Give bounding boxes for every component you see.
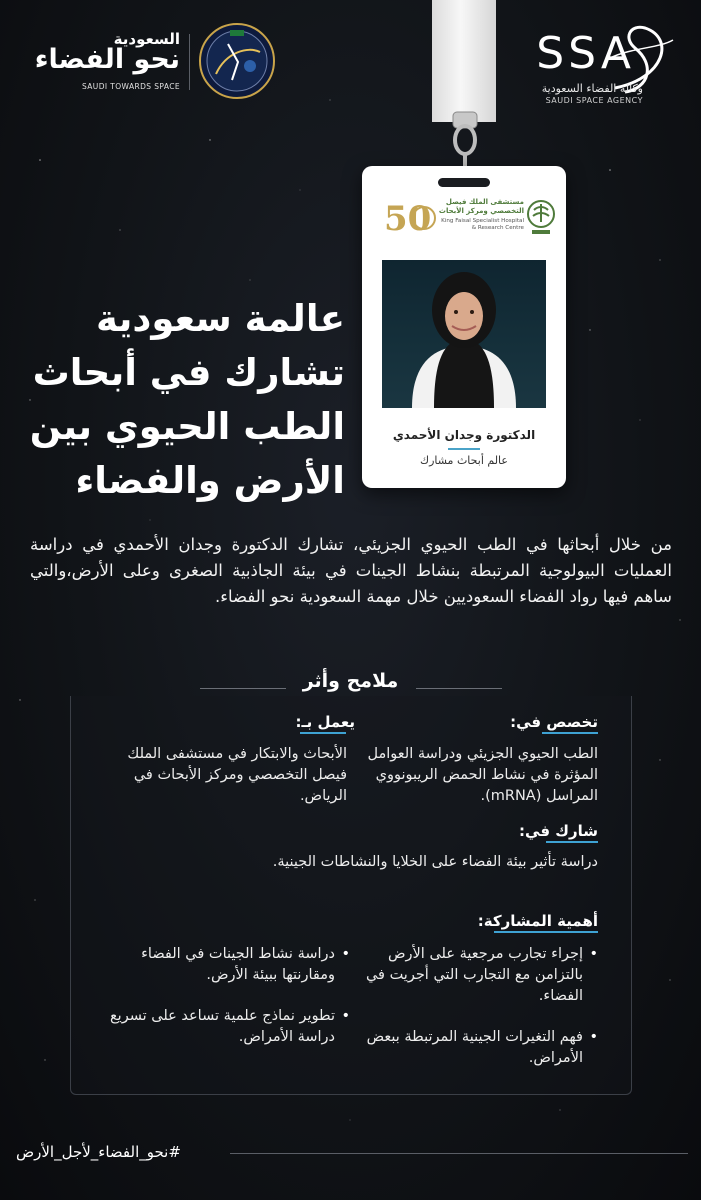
- specialization-text: الطب الحيوي الجزيئي ودراسة العوامل المؤثرة في نشاط الحمض الريبونووي المراسل (mRNA).: [367, 746, 598, 804]
- researcher-photo: [382, 260, 546, 408]
- ssa-logo-text: SSA: [536, 28, 635, 79]
- badge-slot: [438, 178, 490, 187]
- importance-underline: [494, 931, 598, 933]
- hospital-name-arabic: مستشفى الملك فيصل التخصصي ومركز الأبحاث: [438, 198, 524, 215]
- saudi-space-agency-logo: [503, 18, 683, 105]
- years-label: 50: [384, 199, 432, 239]
- campaign-english-text: SAUDI TOWARDS SPACE: [81, 82, 180, 91]
- headline-line-3: الطب الحيوي بين: [29, 405, 345, 448]
- ssa-name-english: SAUDI SPACE AGENCY: [545, 96, 643, 105]
- intro-paragraph: من خلال أبحاثها في الطب الحيوي الجزيئي، تشارك الدكتورة وجدان الأحمدي في دراسة العمليات البيولوجية المرتبطة بنشاط الجينات في بيئة الجاذبية الصغرى وعلى الأرض،والتي ساهم فيها رواد الفضاء السعوديين خلال مهمة السعودية نحو الفضاء.: [30, 535, 672, 606]
- hospital-emblem-icon: [526, 196, 556, 240]
- footer-divider: [230, 1153, 688, 1154]
- researcher-name: الدكتورة وجدان الأحمدي: [392, 428, 536, 442]
- headline-line-2: تشارك في أبحاث: [32, 351, 345, 394]
- lanyard-strap: [432, 0, 496, 122]
- mission-patch-icon: [198, 22, 276, 100]
- works-at-label: يعمل بـ:: [295, 713, 355, 731]
- importance-list-left: [98, 944, 350, 1068]
- participated-text: دراسة تأثير بيئة الفضاء على الخلايا والنشاطات الجينية.: [272, 854, 598, 870]
- works-at-underline: [300, 732, 346, 734]
- importance-list-right: [362, 944, 598, 1089]
- specialization-label: تخصص في:: [510, 713, 598, 731]
- importance-item: • فهم التغيرات الجينية المرتبطة ببعض الأمراض.: [362, 1027, 598, 1069]
- importance-label: أهمية المشاركة:: [477, 912, 598, 930]
- participated-underline: [546, 841, 598, 843]
- specialization-underline: [542, 732, 598, 734]
- participated-label: شارك في:: [519, 822, 598, 840]
- headline: [25, 292, 345, 508]
- badge-divider: [448, 448, 480, 450]
- ssa-name-arabic: وكالة الفضاء السعودية: [541, 82, 643, 95]
- fifty-years-logo-icon: [384, 196, 438, 240]
- importance-item: • دراسة نشاط الجينات في الفضاء ومقارنتها ببيئة الأرض.: [98, 944, 350, 986]
- headline-line-4: الأرض والفضاء: [75, 459, 345, 502]
- campaign-big-text: نحو الفضاء: [34, 44, 180, 75]
- hospital-name-english: King Faisal Specialist Hospital & Research Centre: [441, 218, 524, 231]
- researcher-role: عالم أبحاث مشارك: [420, 454, 508, 467]
- campaign-small-text: السعودية: [113, 30, 180, 48]
- headline-line-1: عالمة سعودية: [96, 297, 345, 340]
- features-title: ملامح وأثر: [302, 670, 399, 692]
- saudi-towards-space-logo: [20, 30, 180, 100]
- importance-item: • إجراء تجارب مرجعية على الأرض بالتزامن مع التجارب التي أجريت في الفضاء.: [362, 944, 598, 1007]
- campaign-hashtag[interactable]: #نحو_الفضاء_لأجل_الأرض: [16, 1143, 181, 1161]
- works-at-text: الأبحاث والابتكار في مستشفى الملك فيصل التخصصي ومركز الأبحاث في الرياض.: [127, 746, 347, 804]
- logo-divider: [189, 34, 190, 90]
- importance-item: • تطوير نماذج علمية تساعد على تسريع دراسة الأمراض.: [98, 1006, 350, 1048]
- id-badge-card: [362, 166, 566, 488]
- researcher-portrait-illustration: [382, 260, 546, 408]
